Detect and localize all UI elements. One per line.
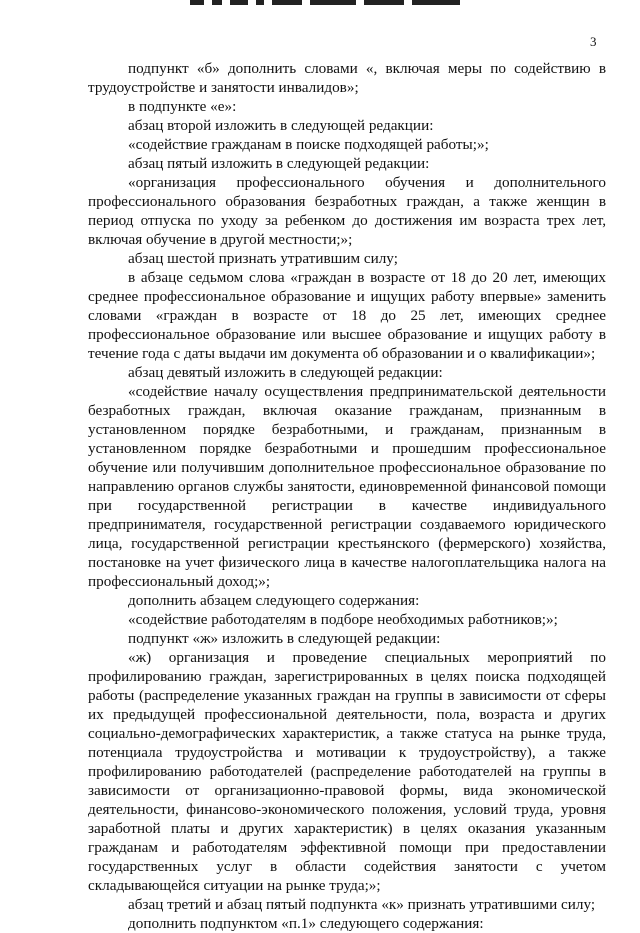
paragraph: подпункт «ж» изложить в следующей редакции: [128, 630, 441, 647]
paragraph: абзац девятый изложить в следующей редакции: [128, 364, 443, 381]
paragraph: «ж) организация и проведение специальных мероприятий по профилированию граждан, зарегистрированных в целях поиска подходящей работы (распределение указанных граждан на группы в зависимости от сферы их предыдущей профессиональной деятельности, пола, возраста и других социально-демографических характеристик, а также статуса на рынке труда, потенциала трудоустройства и мотивации к трудоустройству), а также профилированию работодателей (распределение работодателей на группы в зависимости от организационно-правовой формы, вида экономической деятельности, финансово-экономического положения, условий труда, уровня заработной платы и других характеристик) в целях оказания указанным гражданам и работодателям эффективной помощи при предоставлении государственных услуг в области содействия занятости с учетом складывающейся ситуации на рынке труда;»; [88, 649, 606, 894]
paragraph: подпункт «б» дополнить словами «, включая меры по содействию в трудоустройстве и занятости инвалидов»; [88, 60, 606, 96]
paragraph: «содействие началу осуществления предпринимательской деятельности безработных граждан, включая оказание гражданам, признанным в установленном порядке безработными, и гражданам, признанным в установленном порядке безработными и прошедшим профессиональное обучение или получившим дополнительное профессиональное образование по направлению органов службы занятости, единовременной финансовой помощи при государственной регистрации в качестве индивидуального предпринимателя, государственной регистрации создаваемого юридического лица, государственной регистрации крестьянского (фермерского) хозяйства, постановке на учет физического лица в качестве налогоплательщика налога на профессиональный доход;»; [88, 383, 606, 590]
page-number: 3 [590, 34, 597, 49]
paragraph: абзац второй изложить в следующей редакции: [128, 117, 434, 134]
scan-edge-marks [190, 0, 460, 6]
document-body [88, 59, 606, 933]
paragraph: «организация профессионального обучения и дополнительного профессионального образования безработных граждан, а также женщин в период отпуска по уходу за ребенком до достижения им возраста трех лет, включая обучение в другой местности;»; [88, 174, 606, 248]
paragraph: «содействие гражданам в поиске подходящей работы;»; [128, 136, 489, 153]
paragraph: в абзаце седьмом слова «граждан в возрасте от 18 до 20 лет, имеющих среднее профессиональное образование и ищущих работу впервые» заменить словами «граждан в возрасте от 18 до 25 лет, имеющих среднее профессиональное образование или высшее образование и ищущих работу в течение года с даты выдачи им документа об образовании и о квалификации»; [88, 269, 606, 362]
paragraph: «содействие работодателям в подборе необходимых работников;»; [128, 611, 558, 628]
paragraph: абзац пятый изложить в следующей редакции: [128, 155, 430, 172]
paragraph: дополнить подпунктом «п.1» следующего содержания: [128, 915, 484, 932]
paragraph: абзац шестой признать утратившим силу; [128, 250, 398, 267]
paragraph: в подпункте «е»: [128, 98, 237, 115]
paragraph: дополнить абзацем следующего содержания: [128, 592, 420, 609]
paragraph: абзац третий и абзац пятый подпункта «к» признать утратившими силу; [128, 896, 596, 913]
